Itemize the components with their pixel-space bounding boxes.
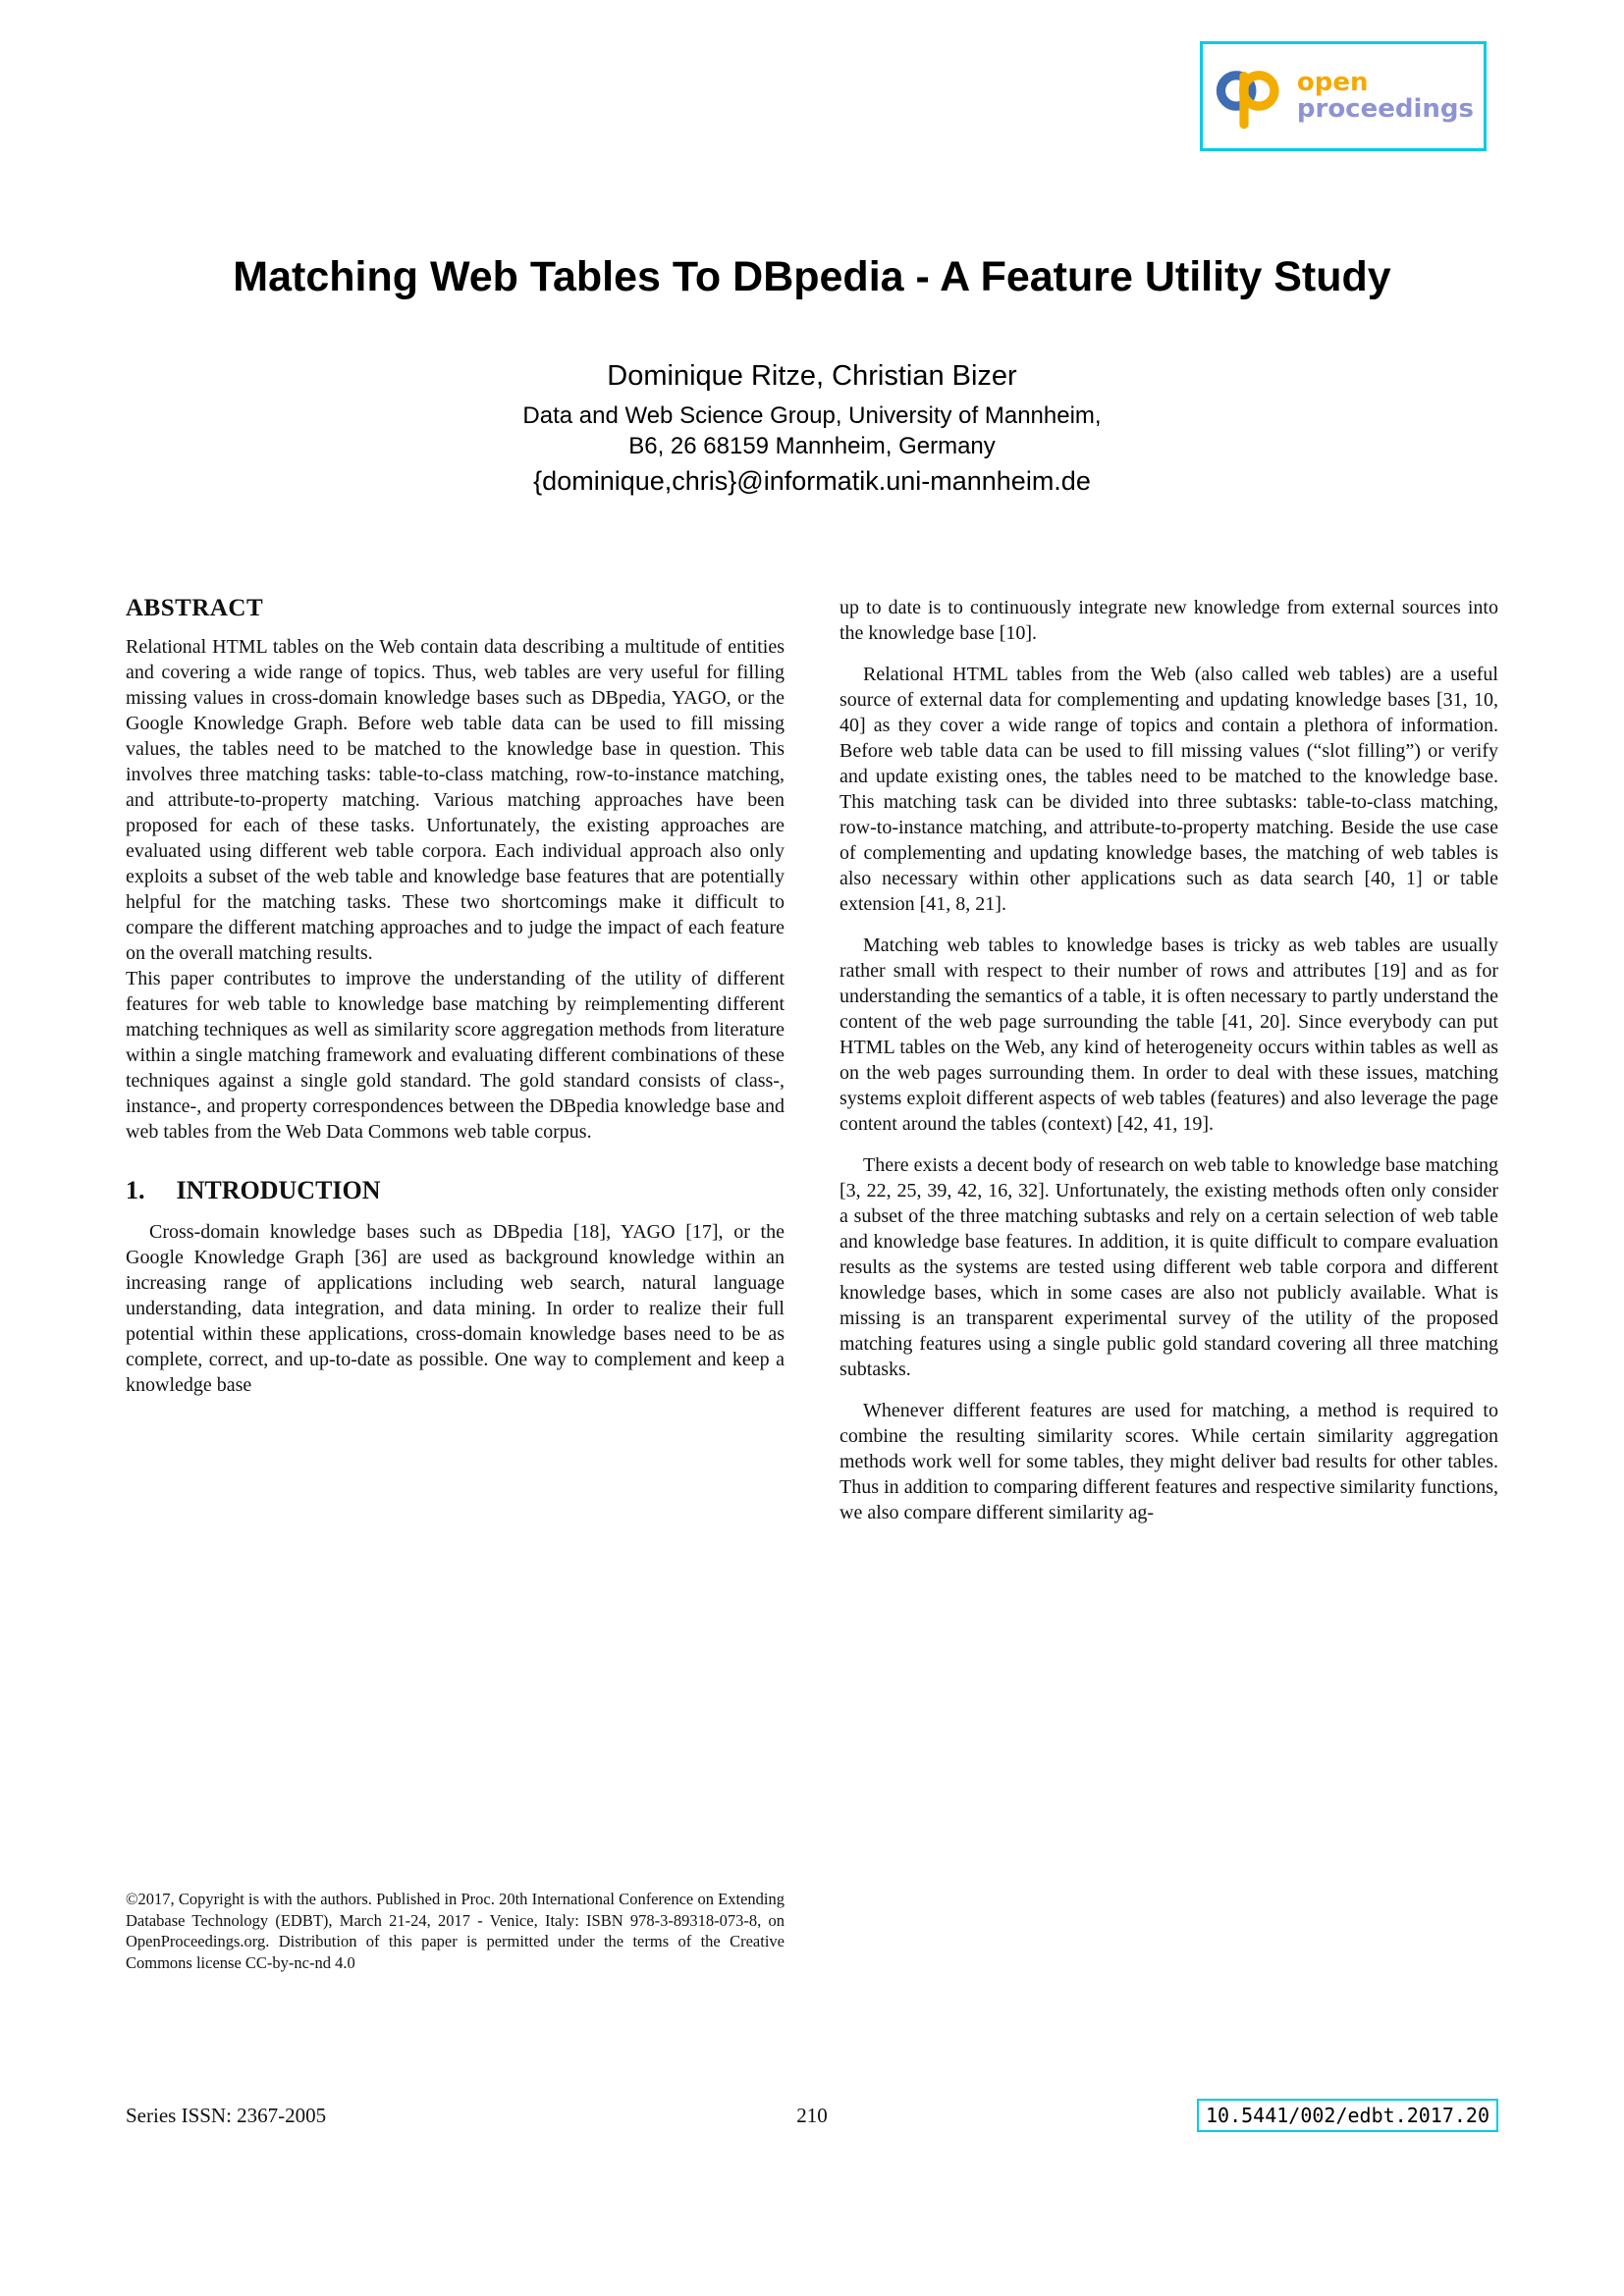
body-paragraph: Matching web tables to knowledge bases is tricky as web tables are usually rather small with respect to their number of rows and attributes [19] and as for understanding the semantics of a table, it is often necessary to partly understand the content of the web page surrounding the table [41, 20]. Since everybody can put HTML tables on the Web, any kind of heterogeneity occurs within tables as well as on the web pages surrounding them. In order to deal with these issues, matching systems exploit different aspects of web tables (features) and also leverage the page content around the tables (context) [42, 41, 19].: [839, 934, 1498, 1135]
affiliation-line-2: B6, 26 68159 Mannheim, Germany: [628, 433, 996, 459]
author-block: [0, 360, 1624, 497]
page-footer: [0, 2099, 1624, 2132]
abstract-heading: ABSTRACT: [126, 595, 264, 621]
left-column: [126, 595, 785, 2097]
logo-word-proceedings: proceedings: [1296, 94, 1474, 124]
logo-wordmark: [1296, 67, 1474, 124]
body-paragraph: There exists a decent body of research on web table to knowledge base matching [3, 22, 25, 39, 42, 16, 32]. Unfortunately, the existing methods often only consider a subset of the three matching subtasks and rely on a certain selection of web table and knowledge base features. In addition, it is quite difficult to compare evaluation results as the systems are tested using different web table corpora and different knowledge bases, which in some cases are also not publicly available. What is missing is an transparent experimental survey of the utility of the proposed matching features using a single public gold standard covering all three matching subtasks.: [839, 1154, 1498, 1380]
section-number: 1.: [126, 1176, 145, 1204]
introduction-heading: [126, 1176, 785, 1205]
author-email: {dominique,chris}@informatik.uni-mannheim.de: [533, 466, 1091, 496]
abstract-paragraph: This paper contributes to improve the understanding of the utility of different features for web table to knowledge base matching by reimplementing different matching techniques as well as similarity score aggregation methods from literature within a single matching framework and evaluating different combinations of these techniques against a single gold standard. The gold standard consists of class-, instance-, and property correspondences between the DBpedia knowledge base and web tables from the Web Data Commons web table corpus.: [126, 968, 785, 1143]
affiliation-line-1: Data and Web Science Group, University of Mannheim,: [522, 402, 1102, 429]
body-paragraph: Relational HTML tables from the Web (also called web tables) are a useful source of external data for complementing and updating knowledge bases [31, 10, 40] as they cover a wide range of topics and contain a plethora of information. Before web table data can be used to fill missing values (“slot filling”) or verify and update existing ones, the tables need to be matched to the knowledge base. This matching task can be divided into three subtasks: table-to-class matching, row-to-instance matching, and attribute-to-property matching. Beside the use case of complementing and updating knowledge bases, the matching of web tables is also necessary within other applications such as data search [40, 1] or table extension [41, 8, 21].: [839, 664, 1498, 915]
logo-word-open: open: [1296, 67, 1369, 97]
introduction-paragraph: Cross-domain knowledge bases such as DBpedia [18], YAGO [17], or the Google Knowledge Graph [36] are used as background knowledge within an increasing range of applications including web search, natural language understanding, data integration, and data mining. In order to realize their full potential within these applications, cross-domain knowledge bases need to be as complete, correct, and up-to-date as possible. One way to complement and keep a knowledge base: [126, 1221, 785, 1396]
openproceedings-logo[interactable]: [1200, 41, 1487, 151]
body-paragraph: Whenever different features are used for matching, a method is required to combine the resulting similarity scores. While certain similarity aggregation methods work well for some tables, they might deliver bad results for other tables. Thus in addition to comparing different features and respective similarity functions, we also compare different similarity ag-: [839, 1400, 1498, 1523]
op-monogram-icon: [1215, 58, 1287, 134]
doi-link[interactable]: 10.5441/002/edbt.2017.20: [1197, 2099, 1498, 2132]
page-number: 210: [796, 2103, 828, 2127]
paper-body: [0, 595, 1624, 2097]
copyright-notice: ©2017, Copyright is with the authors. Published in Proc. 20th International Conference on Extending Database Technology (EDBT), March 21-24, 2017 - Venice, Italy: ISBN 978-3-89318-073-8, on OpenProceedings.org. Distribution of this paper is permitted under the terms of the Creative Commons license CC-by-nc-nd 4.0: [126, 1890, 785, 1972]
paper-title: Matching Web Tables To DBpedia - A Feature Utility Study: [233, 253, 1391, 300]
series-issn: Series ISSN: 2367-2005: [126, 2103, 327, 2127]
right-column: [839, 595, 1498, 2097]
body-paragraph: up to date is to continuously integrate new knowledge from external sources into the knowledge base [10].: [839, 597, 1498, 644]
section-title: INTRODUCTION: [176, 1176, 381, 1204]
author-names: Dominique Ritze, Christian Bizer: [607, 360, 1017, 392]
abstract-paragraph: Relational HTML tables on the Web contain data describing a multitude of entities and covering a wide range of topics. Thus, web tables are very useful for filling missing values in cross-domain knowledge bases such as DBpedia, YAGO, or the Google Knowledge Graph. Before web table data can be used to fill missing values, the tables need to be matched to the knowledge base in question. This involves three matching tasks: table-to-class matching, row-to-instance matching, and attribute-to-property matching. Various matching approaches have been proposed for each of these tasks. Unfortunately, the existing approaches are evaluated using different web table corpora. Each individual approach also only exploits a subset of the web table and knowledge base features that are potentially helpful for the matching tasks. These two shortcomings make it difficult to compare the different matching approaches and to judge the impact of each feature on the overall matching results.: [126, 636, 785, 964]
